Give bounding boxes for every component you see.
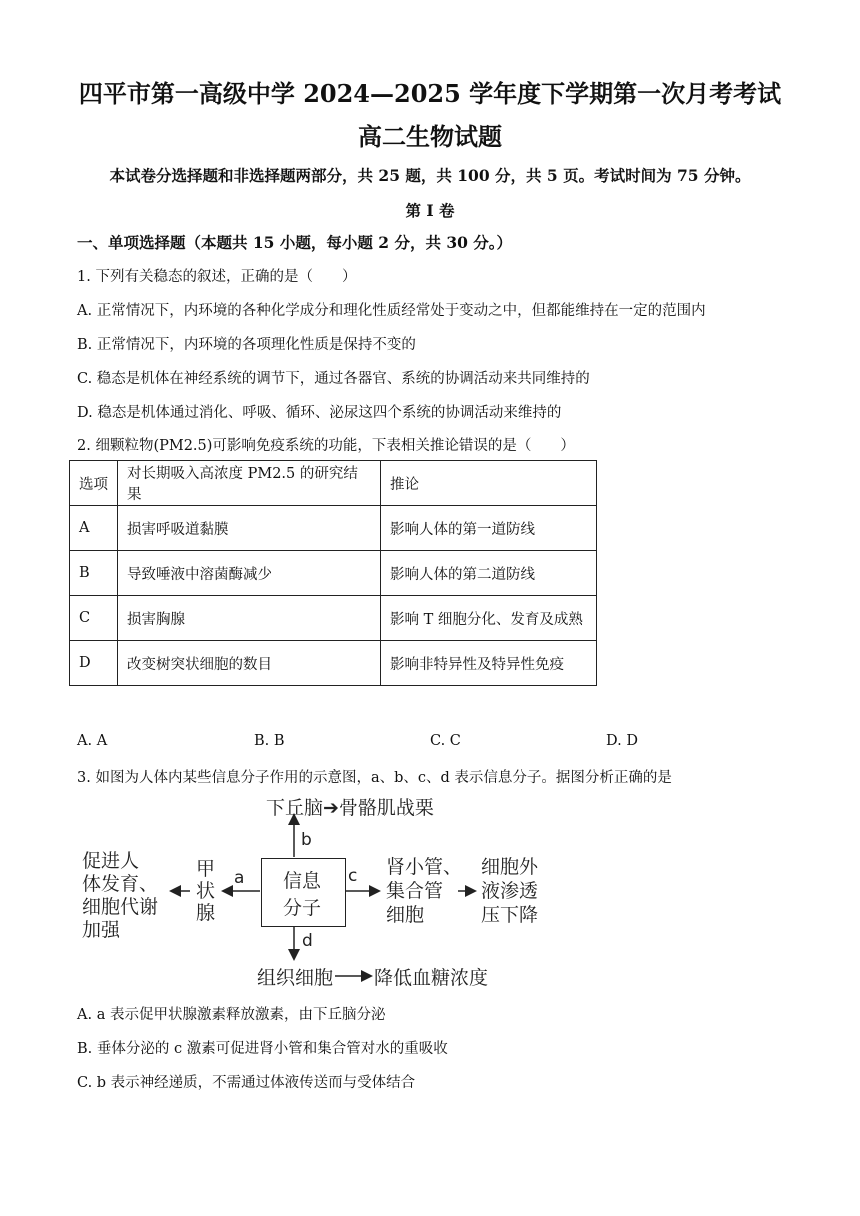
question-2-answer-b: B. B xyxy=(254,733,285,749)
bottom-organ-label: 组织细胞 xyxy=(257,967,334,989)
question-2-answer-d: D. D xyxy=(606,733,638,749)
table-cell: 影响人体的第二道防线 xyxy=(381,551,597,596)
table-header: 推论 xyxy=(381,461,597,506)
right-effect-label: 细胞外 液渗透 压下降 xyxy=(481,856,539,926)
question-1-option-c: C. 稳态是机体在神经系统的调节下，通过各器官、系统的协调活动来共同维持的 xyxy=(77,371,590,387)
label-b: b xyxy=(301,830,312,850)
question-3-stem: 3. 如图为人体内某些信息分子作用的示意图，a、b、c、d 表示信息分子。据图分析正确的是 xyxy=(77,770,672,786)
table-cell: D xyxy=(70,641,118,686)
kidney-tubule-label: 肾小管、 集合管 细胞 xyxy=(386,856,463,926)
left-effect-label: 促进人 体发育、 细胞代谢 加强 xyxy=(82,850,159,941)
table-cell: B xyxy=(70,551,118,596)
section-heading: 一、单项选择题（本题共 15 小题，每小题 2 分，共 30 分。） xyxy=(77,233,513,252)
question-1-option-d: D. 稳态是机体通过消化、呼吸、循环、泌尿这四个系统的协调活动来维持的 xyxy=(77,405,562,421)
table-cell: 损害胸腺 xyxy=(118,596,381,641)
bottom-effect-label: 降低血糖浓度 xyxy=(374,967,489,989)
top-effect-label: 下丘脑➔骨骼肌战栗 xyxy=(266,797,434,819)
table-cell: 影响非特异性及特异性免疫 xyxy=(381,641,597,686)
question-3-option-c: C. b 表示神经递质，不需通过体液传送而与受体结合 xyxy=(77,1075,416,1091)
table-cell: 影响 T 细胞分化、发育及成熟 xyxy=(381,596,597,641)
question-2-answer-c: C. C xyxy=(430,733,461,749)
question-1-stem: 1. 下列有关稳态的叙述，正确的是（ ） xyxy=(77,269,357,285)
exam-subtitle: 高二生物试题 xyxy=(358,122,502,151)
table-cell: 影响人体的第一道防线 xyxy=(381,506,597,551)
label-d: d xyxy=(302,931,313,951)
label-a: a xyxy=(234,868,245,888)
table-cell: C xyxy=(70,596,118,641)
question-3-option-a: A. a 表示促甲状腺激素释放激素，由下丘脑分泌 xyxy=(77,1007,386,1023)
center-label-line1: 信息 xyxy=(283,870,322,892)
exam-info: 本试卷分选择题和非选择题两部分，共 25 题，共 100 分，共 5 页。考试时间为 75 分钟。 xyxy=(109,166,751,185)
question-2-answer-a: A. A xyxy=(77,733,108,749)
table-cell: A xyxy=(70,506,118,551)
table-cell: 导致唾液中溶菌酶减少 xyxy=(118,551,381,596)
thyroid-label: 甲 状 腺 xyxy=(196,858,216,924)
exam-title: 四平市第一高级中学 2024—2025 学年度下学期第一次月考考试 xyxy=(78,79,782,108)
table-header: 对长期吸入高浓度 PM2.5 的研究结果 xyxy=(118,461,381,506)
table-header: 选项 xyxy=(70,461,118,506)
question-2-stem: 2. 细颗粒物(PM2.5)可影响免疫系统的功能，下表相关推论错误的是（ ） xyxy=(77,438,575,454)
volume-label: 第 Ⅰ 卷 xyxy=(405,201,455,220)
question-3-option-b: B. 垂体分泌的 c 激素可促进肾小管和集合管对水的重吸收 xyxy=(77,1041,448,1057)
question-1-option-b: B. 正常情况下，内环境的各项理化性质是保持不变的 xyxy=(77,337,416,353)
table-cell: 损害呼吸道黏膜 xyxy=(118,506,381,551)
table-cell: 改变树突状细胞的数目 xyxy=(118,641,381,686)
question-1-option-a: A. 正常情况下，内环境的各种化学成分和理化性质经常处于变动之中，但都能维持在一定的范围内 xyxy=(77,303,706,319)
label-c: c xyxy=(348,866,358,886)
center-label-line2: 分子 xyxy=(283,897,322,919)
